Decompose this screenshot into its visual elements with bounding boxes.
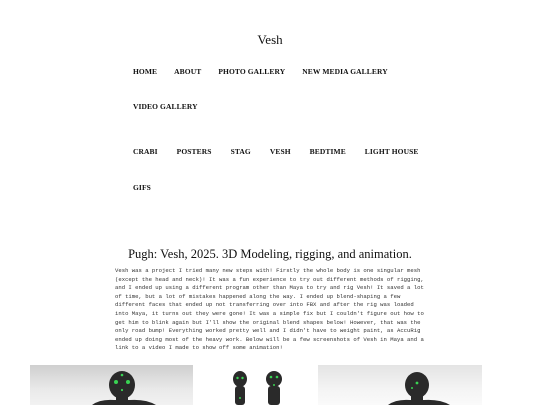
gallery-image-2[interactable] xyxy=(202,365,310,405)
vesh-figure-icon xyxy=(233,371,247,405)
screenshot-gallery xyxy=(30,365,482,405)
sub-nav-row-2b xyxy=(133,183,151,192)
main-nav-row-1 xyxy=(133,67,405,76)
nav-about[interactable]: ABOUT xyxy=(174,67,202,76)
nav-photo-gallery[interactable]: PHOTO GALLERY xyxy=(218,67,286,76)
nav-bedtime[interactable]: BEDTIME xyxy=(309,147,346,156)
nav-stag[interactable]: STAG xyxy=(230,147,251,156)
vesh-figure-icon xyxy=(92,371,156,405)
nav-home[interactable]: HOME xyxy=(133,67,158,76)
nav-new-media-gallery[interactable]: NEW MEDIA GALLERY xyxy=(302,67,388,76)
nav-crabi[interactable]: CRABI xyxy=(133,147,158,156)
vesh-figure-icon xyxy=(266,371,282,405)
vesh-figure-icon xyxy=(388,372,450,405)
nav-posters[interactable]: POSTERS xyxy=(176,147,212,156)
nav-gifs[interactable]: GIFS xyxy=(133,183,151,192)
gallery-image-1[interactable] xyxy=(30,365,193,405)
site-title[interactable]: Vesh xyxy=(257,32,283,47)
gallery-image-3[interactable] xyxy=(318,365,482,405)
sub-nav-row-2 xyxy=(133,147,438,156)
nav-light-house[interactable]: LIGHT HOUSE xyxy=(364,147,419,156)
main-nav-row-1b xyxy=(133,102,198,111)
page-heading: Pugh: Vesh, 2025. 3D Modeling, rigging, and animation. xyxy=(128,247,412,261)
project-description: Vesh was a project I tried many new steps with! Firstly the whole body is one singular mesh (except the head and neck)! It was a fun experience to try out different methods of rigging, and I ended up using a different program other than Maya to try and rig Vesh! It saved a lot of time, but a lot of mistakes happened along the way. I ended up blend-shaping a few different faces that ended up not transferring over into FBX and after the rig was loaded into Maya, it turns out they were gone! It was a simple fix but I couldn't figure out how to get him to blink again but I'll show the original blend shapes below! However, that was the only road bump! Everything worked pretty well and I didn't have to weight paint, as AccuRig ended up doing most of the heavy work. Below will be a few screenshots of Vesh in Maya and a link to a video I made to show off some animation! xyxy=(115,267,424,352)
nav-vesh[interactable]: VESH xyxy=(269,147,291,156)
nav-video-gallery[interactable]: VIDEO GALLERY xyxy=(133,102,198,111)
